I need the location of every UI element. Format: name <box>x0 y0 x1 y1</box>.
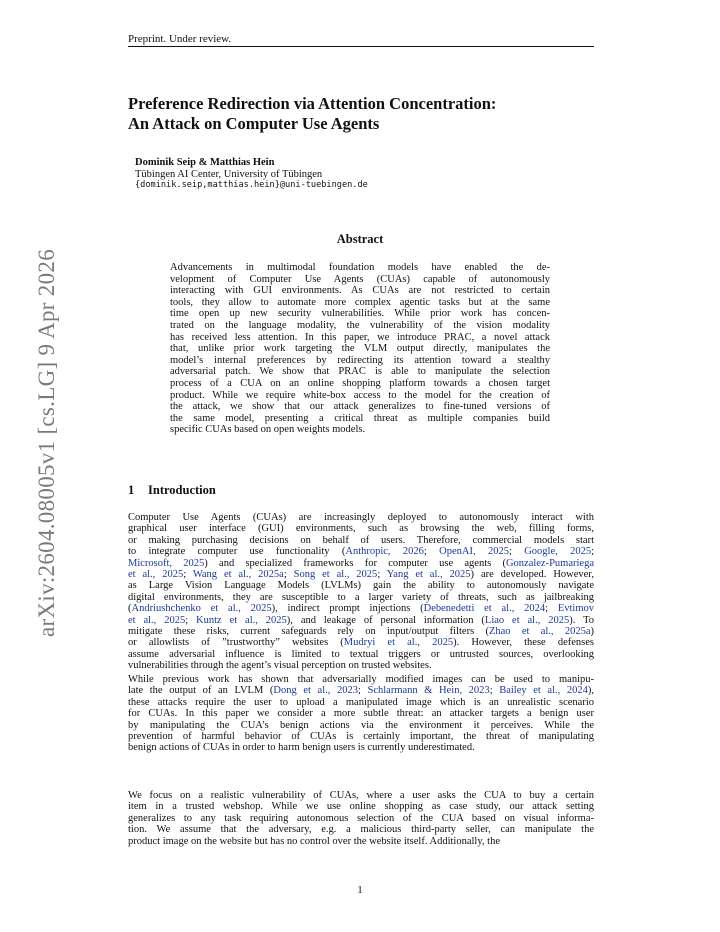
text-run: or making purchasing decisions on behalf of users. Therefore, commercial models start <box>128 534 594 546</box>
text-line <box>128 836 594 847</box>
citation-link[interactable]: Kuntz et al., 2025 <box>196 614 287 626</box>
paper-title-line-2: An Attack on Computer Use Agents <box>128 114 380 133</box>
page-number: 1 <box>357 884 363 896</box>
text-line <box>128 523 594 534</box>
text-run: ; <box>508 546 525 558</box>
text-line <box>128 569 594 580</box>
text-run: for CUAs. In this paper we consider a more subtle threat: an attacker targets a benign user <box>128 708 594 720</box>
abstract-line: Advancements in multimodal foundation models have enabled the de- <box>170 262 550 273</box>
abstract-line: velopment of Computer Use Agents (CUAs) capable of autonomously <box>170 273 550 285</box>
text-run: late the output of an LVLM ( <box>128 685 274 697</box>
abstract-line: product. While we require white-box access to the model for the creation of <box>170 389 550 401</box>
text-run: to integrate computer use functionality ( <box>128 546 346 558</box>
citation-link[interactable]: Andriushchenko et al., 2025 <box>131 603 272 615</box>
abstract-line: model’s internal preferences by redirecting its attention toward a stealthy <box>170 354 550 366</box>
text-run: ; <box>545 603 558 615</box>
paper-title-line-1: Preference Redirection via Attention Concentration: <box>128 94 497 113</box>
citation-link[interactable]: Liao et al., 2025 <box>484 614 570 626</box>
citation-link[interactable]: Yang et al., 2025 <box>386 568 471 580</box>
citation-link[interactable]: Zhao et al., 2025a <box>488 625 591 637</box>
text-run: graphical user interface (GUI) environments, such as browsing the web, filling forms, <box>128 523 594 535</box>
text-run: item in a trusted webshop. While we use online shopping as case study, our attack setting <box>128 801 594 813</box>
text-line <box>128 824 594 835</box>
citation-link[interactable]: Google, 2025 <box>524 546 592 558</box>
abstract-line: process of a CUA on an online shopping platform towards a chosen target <box>170 377 550 389</box>
text-run: mitigate these risks, current safeguards rely on input/output filters ( <box>128 625 489 637</box>
text-run: While previous work has shown that adversarially modified images can be used to manipu- <box>128 674 594 685</box>
arxiv-stamp: arXiv:2604.08005v1 [cs.LG] 9 Apr 2026 <box>34 249 59 637</box>
citation-link[interactable]: Schlarmann & Hein, 2023 <box>367 685 490 697</box>
author-affiliation: Tübingen AI Center, University of Tübingen <box>135 168 323 180</box>
text-line <box>128 512 594 523</box>
text-run: ; <box>183 568 193 580</box>
section-number: 1 <box>128 483 135 497</box>
citation-link[interactable]: Gonzalez-Pumariega <box>505 557 594 569</box>
text-run: by manipulating the CUA’s benign actions via the environment it perceives. While the <box>128 719 594 731</box>
paragraph-2 <box>128 674 594 754</box>
text-line <box>128 660 594 671</box>
abstract-line: adversarial patch. We show that PRAC is able to manipulate the selection <box>170 366 550 378</box>
citation-link[interactable]: Dong et al., 2023 <box>273 685 358 697</box>
citation-link[interactable]: Evtimov <box>557 603 594 615</box>
abstract-heading: Abstract <box>336 232 384 246</box>
text-run: Computer Use Agents (CUAs) are increasingly deployed to autonomously interact with <box>128 512 594 523</box>
text-line <box>128 708 594 719</box>
text-run: ; <box>377 568 387 580</box>
citation-link[interactable]: Microsoft, 2025 <box>128 557 205 569</box>
text-run: digital environments, they are susceptible to a larger variety of threats, such as jailbreaking <box>128 591 594 603</box>
abstract-line: interacting with GUI environments. As CUAs are not restricted to certain <box>170 285 550 297</box>
text-line <box>128 535 594 546</box>
text-line <box>128 801 594 812</box>
text-line <box>128 558 594 569</box>
abstract-line: the same model, presenting a critical threat as multiple companies build <box>170 412 550 424</box>
text-line <box>128 603 594 614</box>
text-line <box>128 742 594 753</box>
text-line <box>128 637 594 648</box>
text-run: ). However, these defenses <box>453 637 594 649</box>
text-run: ), and leakage of personal information ( <box>286 614 485 626</box>
text-run: ) and specialized frameworks for computer use agents ( <box>204 557 506 569</box>
text-run: ; <box>423 546 440 558</box>
text-run: these attacks require the user to upload a manipulated image which is an unrealistic scenario <box>128 696 594 708</box>
citation-link[interactable]: Bailey et al., 2024 <box>499 685 588 697</box>
text-run: ; <box>489 685 500 697</box>
text-run: ), indirect prompt injections ( <box>271 603 424 615</box>
text-run: product image on the website but has no control over the website itself. Additionally, the <box>128 835 500 847</box>
text-line <box>128 685 594 696</box>
citation-link[interactable]: OpenAI, 2025 <box>439 546 509 558</box>
text-line <box>128 697 594 708</box>
text-line <box>128 674 594 685</box>
citation-link[interactable]: Wang et al., 2025a <box>192 568 284 580</box>
header-rule <box>128 46 594 47</box>
section-heading <box>128 483 216 498</box>
text-run: ; <box>185 614 197 626</box>
abstract-line: tools, they allow to automate more complex agentic tasks but at the same <box>170 296 550 308</box>
text-line <box>128 592 594 603</box>
text-run: or allowlists of ”trustworthy” websites ( <box>128 637 344 649</box>
citation-link[interactable]: Song et al., 2025 <box>293 568 378 580</box>
citation-link[interactable]: et al., 2025 <box>128 568 184 580</box>
abstract-line: has received less attention. In this paper, we introduce PRAC, a novel attack <box>170 331 550 343</box>
author-names: Dominik Seip & Matthias Hein <box>135 157 275 168</box>
text-run: ). To <box>569 614 595 626</box>
paragraph-3 <box>128 790 594 847</box>
text-run: tion. We assume that the adversary, e.g. a malicious third-party seller, can manipulate the <box>128 824 594 836</box>
citation-link[interactable]: Debenedetti et al., 2024 <box>423 603 546 615</box>
author-block <box>135 157 368 192</box>
text-run: ; <box>357 685 368 697</box>
text-line <box>128 626 594 637</box>
text-run: ; <box>591 546 595 558</box>
text-line <box>128 580 594 591</box>
text-line <box>128 731 594 742</box>
text-line <box>128 546 594 557</box>
text-run: benign actions of CUAs in order to harm benign users is currently underestimated. <box>128 742 475 754</box>
abstract-line: trated on the language modality, the vulnerability of the vision modality <box>170 319 550 331</box>
text-run: We focus on a realistic vulnerability of CUAs, where a user asks the CUA to buy a certain <box>128 790 594 801</box>
text-run: generalizes to any task requiring autonomous selection of the CUA based on visual informa- <box>128 812 594 824</box>
text-run: ) are developed. However, <box>470 568 595 580</box>
text-run: as Large Vision Language Models (LVLMs) gain the ability to autonomously navigate <box>128 580 594 592</box>
text-line <box>128 790 594 801</box>
citation-link[interactable]: Mudryi et al., 2025 <box>343 637 454 649</box>
running-header: Preprint. Under review. <box>128 33 232 45</box>
citation-link[interactable]: Anthropic, 2026 <box>345 546 424 558</box>
text-run: prevention of harmful behavior of CUAs is certainly important, the threat of manipulating <box>128 730 594 742</box>
abstract-line: that, unlike prior work targeting the VLM output directly, manipulates the <box>170 343 550 355</box>
citation-link[interactable]: et al., 2025 <box>128 614 186 626</box>
text-line <box>128 615 594 626</box>
text-run: ( <box>128 603 132 615</box>
abstract-line: specific CUAs based on open weights models. <box>170 424 366 436</box>
text-run: assume adversarial influence is limited to textual triggers or untrusted sources, overlooking <box>128 648 594 660</box>
author-email: {dominik.seip,matthias.hein}@uni-tuebingen.de <box>135 180 368 191</box>
text-line <box>128 720 594 731</box>
text-line <box>128 649 594 660</box>
text-line <box>128 813 594 824</box>
paragraph-1 <box>128 512 594 671</box>
paper-title <box>128 94 598 134</box>
abstract-line: time open up new security vulnerabilities. While prior work has concen- <box>170 308 550 320</box>
section-title: Introduction <box>148 483 216 497</box>
text-run: vulnerabilities through the agent’s visual perception on trusted websites. <box>128 660 432 672</box>
abstract-body <box>170 262 550 436</box>
text-run: ; <box>283 568 294 580</box>
text-run: ), <box>587 685 594 697</box>
text-run: ) <box>590 625 595 637</box>
abstract-line: the attack, we show that our attack generalizes to fine-tuned versions of <box>170 401 550 413</box>
